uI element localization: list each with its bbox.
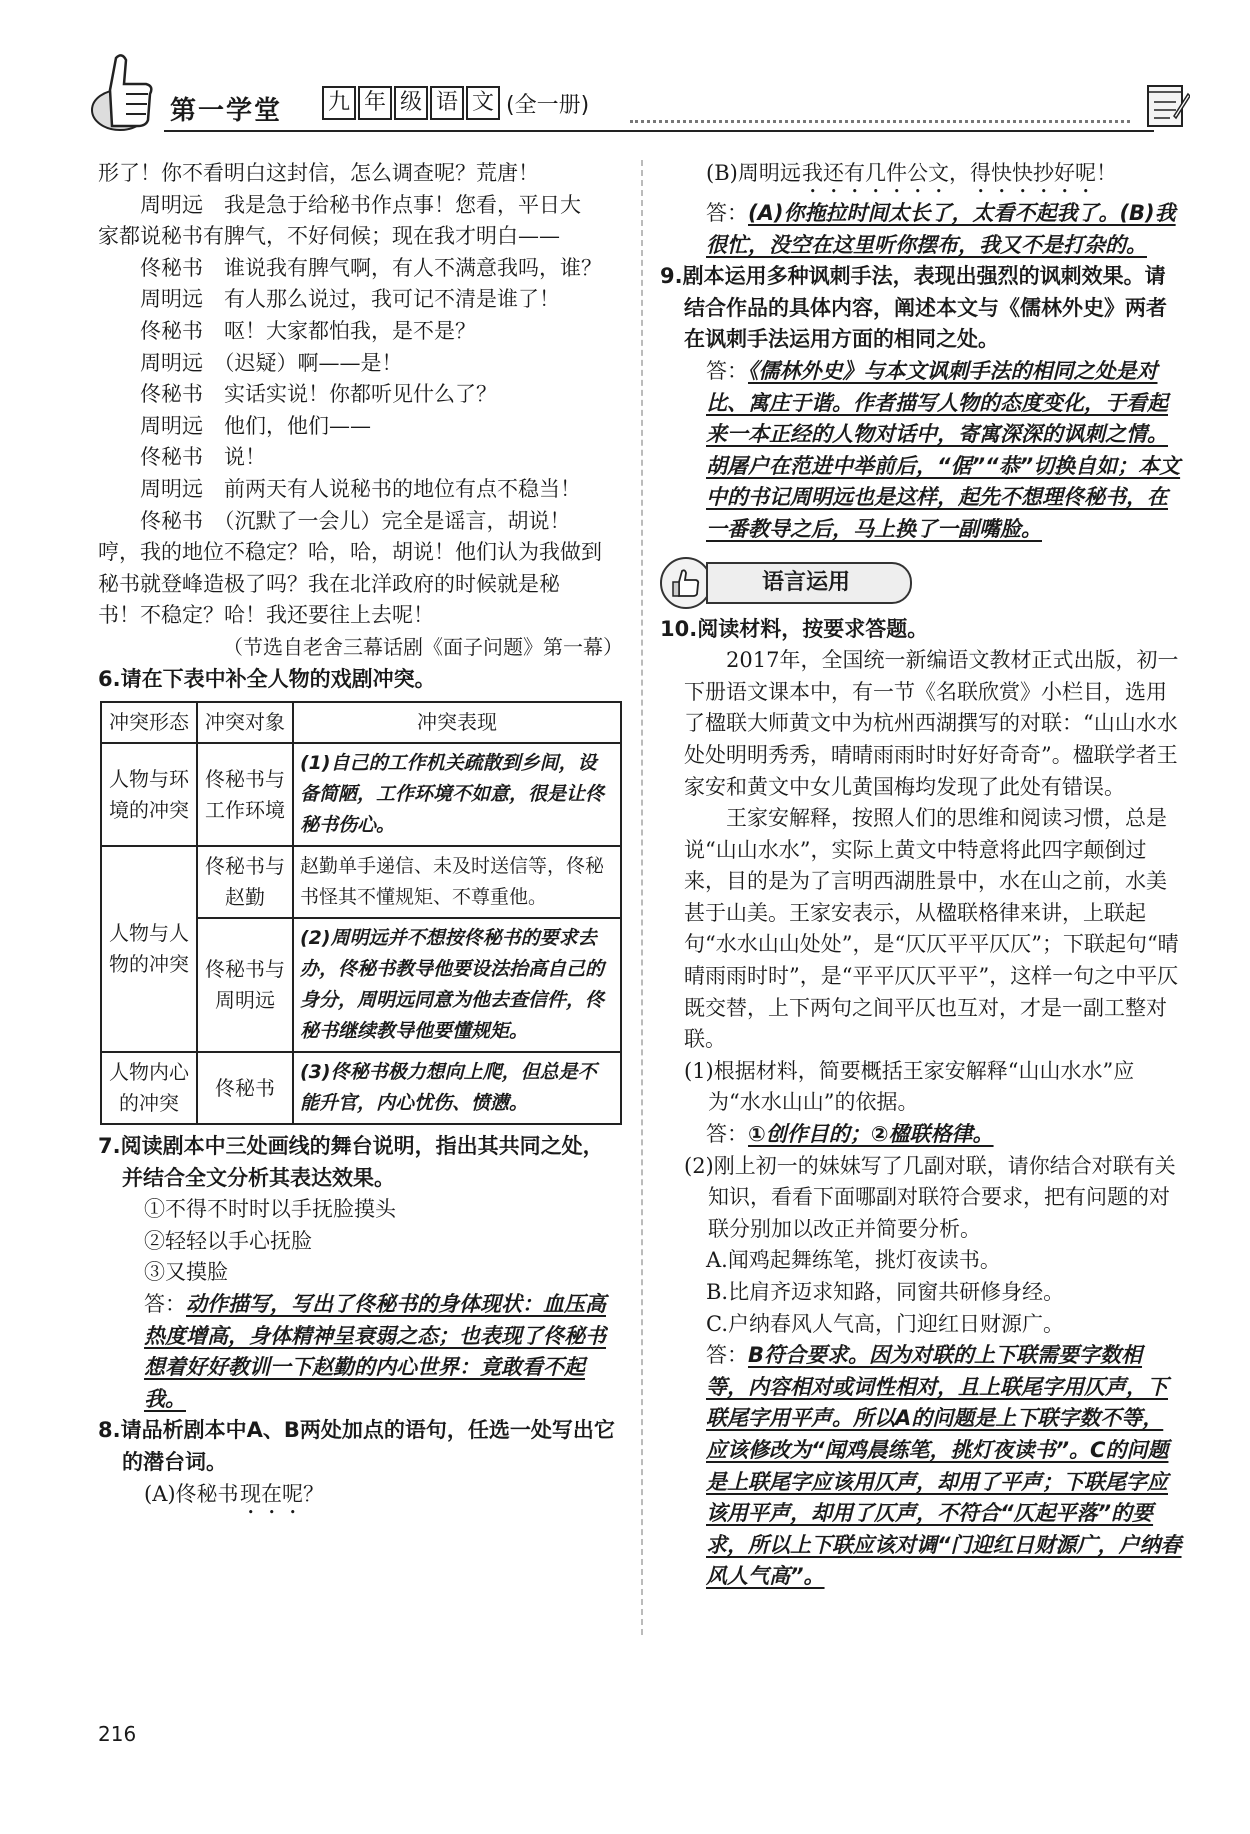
material-paragraph: 王家安解释，按照人们的思维和阅读习惯，总是说“山山水水”，实际上黄文中特意将此四字颠倒过来，目的是为了言明西湖胜景中，水在山之前，水美甚于山美。王家安表示，从楹联格律来讲，上联起句“水水山山处处”，是“仄仄平平仄仄”；下联起句“晴晴雨雨时时”，是“平平仄仄平平”，这样一句之中平仄既交替，上下两句之间平仄也互对，才是一副工整对联。 <box>684 806 1179 1052</box>
answer-10-1 <box>660 1119 1182 1151</box>
answer-label: 答： <box>706 1343 748 1368</box>
header-rule <box>164 130 1154 132</box>
answer-8 <box>660 198 1182 261</box>
script-line: 佟秘书 实话实说！你都听见什么了？ <box>98 382 497 407</box>
answer-label: 答： <box>706 358 748 383</box>
answer-text: 《儒林外史》与本文讽刺手法的相同之处是对比、寓庄于谐。作者描写人物的态度变化，于看起来一本正经的人物对话中，寄寓深深的讽刺之情。胡屠户在范进中举前后，“倨”“恭”切换自如；本文中的书记周明远也是这样，起先不想理佟秘书，在一番教导之后，马上换了一副嘴脸。 <box>706 358 1181 541</box>
quote-text: 我还有几件公文，得快快抄好呢！ <box>802 161 1117 185</box>
option-item: A.闻鸡起舞练笔，挑灯夜读书。 <box>706 1248 1001 1273</box>
question-6 <box>98 664 623 696</box>
conflict-form: 人物与人物的冲突 <box>101 846 197 1052</box>
answer-10-2 <box>660 1340 1182 1593</box>
answer-label: 答： <box>706 201 748 225</box>
answer-text: ①创作目的；②楹联格律。 <box>748 1122 994 1147</box>
grade-char: 文 <box>466 86 500 120</box>
brand-title: 第一学堂 <box>170 96 283 126</box>
conflict-object: 佟秘书与赵勤 <box>197 846 293 918</box>
table-header: 冲突形态 <box>101 702 197 743</box>
option-item: C.户纳春风人气高，门迎红日财源广。 <box>706 1311 1064 1336</box>
answer-text: 动作描写，写出了佟秘书的身体现状：血压高热度增高，身体精神呈衰弱之态；也表现了佟秘书想着好好教训一下赵勤的内心世界：竟敢看不起我。 <box>144 1292 606 1411</box>
left-column <box>98 158 623 1519</box>
volume-label: (全一册) <box>506 92 590 118</box>
thumbs-up-icon <box>660 557 712 609</box>
table-header: 冲突对象 <box>197 702 293 743</box>
script-line: 佟秘书 说！ <box>98 445 266 470</box>
conflict-performance: 赵勤单手递信、未及时送信等，佟秘书怪其不懂规矩、不尊重他。 <box>293 846 621 918</box>
script-line: 哼，我的地位不稳定？哈，哈，胡说！他们认为我做到 <box>98 540 602 565</box>
script-line: 书！不稳定？哈！我还要往上去呢！ <box>98 603 434 628</box>
column-divider <box>641 160 643 1635</box>
conflict-object: 佟秘书 <box>197 1052 293 1124</box>
question-10 <box>660 614 1182 646</box>
question-text: 剧本运用多种讽刺手法，表现出强烈的讽刺效果。请结合作品的具体内容，阐述本文与《儒林外史》两者在讽刺手法运用方面的相同之处。 <box>682 264 1167 352</box>
conflict-object: 佟秘书与工作环境 <box>197 743 293 846</box>
table-header: 冲突表现 <box>293 702 621 743</box>
script-line: 家都说秘书有脾气，不好伺候；现在我才明白—— <box>98 224 560 249</box>
table-row <box>101 743 621 846</box>
stage-direction-item: ②轻轻以手心抚脸 <box>144 1228 312 1253</box>
table-row <box>101 1052 621 1124</box>
material-paragraph: 2017年，全国统一新编语文教材正式出版，初一下册语文课本中，有一节《名联欣赏》小栏目，选用了楹联大师黄文中为杭州西湖撰写的对联：“山山水水处处明明秀秀，晴晴雨雨时时好好奇奇”。楹联学者王家安和黄文中女儿黄国梅均发现了此处有错误。 <box>684 648 1179 799</box>
grade-char: 语 <box>430 86 464 120</box>
script-line: 佟秘书 呕！大家都怕我，是不是？ <box>98 318 476 343</box>
thumbs-up-icon <box>90 50 160 135</box>
conflict-performance: (1)自己的工作机关疏散到乡间，设备简陋，工作环境不如意，很是让佟秘书伤心。 <box>293 743 621 846</box>
source-citation: （节选自老舍三幕话剧《面子问题》第一幕） <box>223 634 623 659</box>
grade-char: 九 <box>322 86 356 120</box>
question-9 <box>660 261 1182 356</box>
conflict-object: 佟秘书与周明远 <box>197 918 293 1052</box>
quote-b <box>660 158 1182 198</box>
conflict-performance: (3)佟秘书极力想向上爬，但总是不能升官，内心忧伤、愤懑。 <box>293 1052 621 1124</box>
grade-subject-label <box>322 86 589 120</box>
answer-7 <box>98 1289 623 1415</box>
question-text: 请在下表中补全人物的戏剧冲突。 <box>120 666 436 691</box>
conflict-table <box>100 701 622 1125</box>
script-line: 形了！你不看明白这封信，怎么调查呢？荒唐！ <box>98 161 539 185</box>
quote-speaker: (B)周明远 <box>706 161 801 185</box>
question-7 <box>98 1131 623 1194</box>
question-text: 阅读材料，按要求答题。 <box>697 616 929 641</box>
table-header-row <box>101 702 621 743</box>
answer-label: 答： <box>144 1292 186 1317</box>
sub-question-1: (1)根据材料，简要概括王家安解释“山山水水”应为“水水山山”的依据。 <box>684 1058 1135 1115</box>
page-header <box>90 50 1190 140</box>
right-column <box>660 158 1182 1593</box>
option-item: B.比肩齐迈求知路，同窗共研修身经。 <box>706 1280 1065 1304</box>
script-line: 周明远 我是急于给秘书作点事！您看，平日大 <box>98 192 581 217</box>
question-number: 6. <box>98 666 121 691</box>
stage-direction-item: ③又摸脸 <box>144 1260 228 1285</box>
answer-9 <box>660 356 1182 546</box>
quote-text: 现在呢？ <box>240 1481 324 1506</box>
sub-question-2: (2)刚上初一的妹妹写了几副对联，请你结合对联有关知识，看看下面哪副对联符合要求，把有问题的对联分别加以改正并简要分析。 <box>684 1153 1176 1241</box>
page-number: 216 <box>98 1722 137 1746</box>
quote-a <box>98 1479 623 1519</box>
answer-text: B符合要求。因为对联的上下联需要字数相等，内容相对或词性相对，且上联尾字用仄声，下联尾字用平声。所以A的问题是上下联字数不等，应该修改为“闻鸡晨练笔，挑灯夜读书”。C的问题是上联尾字应该用仄声，却用了平声；下联尾字应该用平声，却用了仄声，不符合“仄起平落”的要求，所以上下联应该对调“门迎红日财源广，户纳春风人气高”。 <box>706 1343 1182 1589</box>
answer-text: (A)你拖拉时间太长了，太看不起我了。(B)我很忙，没空在这里听你摆布，我又不是打杂的。 <box>706 201 1176 257</box>
conflict-form: 人物内心的冲突 <box>101 1052 197 1124</box>
script-line: 秘书就登峰造极了吗？我在北洋政府的时候就是秘 <box>98 571 560 596</box>
script-line: 周明远 前两天有人说秘书的地位有点不稳当！ <box>98 476 581 501</box>
conflict-performance: (2)周明远并不想按佟秘书的要求去办，佟秘书教导他要设法抬高自己的身分，周明远同意为他去查信件，佟秘书继续教导他要懂规矩。 <box>293 918 621 1052</box>
grade-char: 级 <box>394 86 428 120</box>
script-line: 周明远 他们，他们—— <box>98 413 371 438</box>
question-number: 7. <box>98 1134 121 1159</box>
question-number: 10. <box>660 616 698 641</box>
section-banner <box>660 558 1182 608</box>
section-title: 语言运用 <box>706 562 912 604</box>
answer-label: 答： <box>706 1122 748 1147</box>
table-row <box>101 846 621 918</box>
script-line: 周明远 有人那么说过，我可记不清是谁了！ <box>98 287 560 312</box>
question-text: 阅读剧本中三处画线的舞台说明，指出其共同之处，并结合全文分析其表达效果。 <box>120 1134 604 1190</box>
grade-char: 年 <box>358 86 392 120</box>
script-line: 周明远 （迟疑）啊——是！ <box>98 350 403 375</box>
question-8 <box>98 1415 623 1478</box>
question-text: 请品析剧本中A、B两处加点的语句，任选一处写出它的潜台词。 <box>120 1418 615 1475</box>
stage-direction-item: ①不得不时时以手抚脸摸头 <box>144 1197 396 1222</box>
quote-speaker: (A)佟秘书 <box>144 1481 239 1506</box>
script-line: 佟秘书 谁说我有脾气啊，有人不满意我吗，谁？ <box>98 255 602 280</box>
conflict-form: 人物与环境的冲突 <box>101 743 197 846</box>
question-number: 8. <box>98 1418 121 1443</box>
notebook-pencil-icon <box>1144 80 1190 130</box>
script-line: 佟秘书 （沉默了一会儿）完全是谣言，胡说！ <box>98 508 571 533</box>
question-number: 9. <box>660 264 683 289</box>
